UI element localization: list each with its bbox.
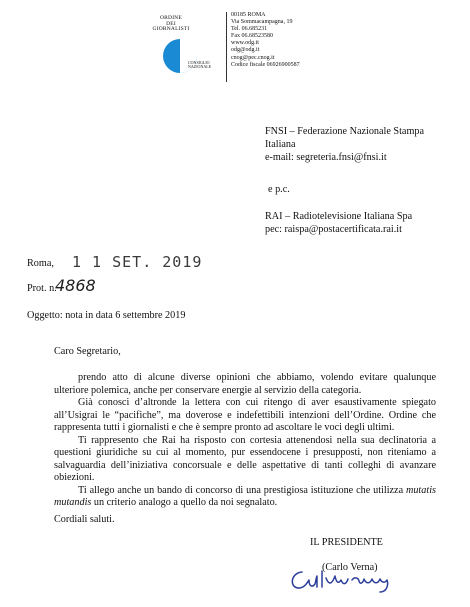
paragraph-4-end: un criterio analogo a quello da noi segnalato. — [91, 497, 278, 508]
org-name-line-2: DEI — [166, 20, 176, 27]
ordine-logo-icon — [150, 36, 206, 76]
rai-pec: pec: raispa@postacertificata.rai.it — [265, 224, 402, 235]
fnsi-email: e-mail: segreteria.fnsi@fnsi.it — [265, 152, 387, 163]
paragraph-1: prendo atto di alcune diverse opinioni che abbiamo, volendo evitare qualunque ulteriore polemica, anche per conservare energie al servizio della categoria. — [54, 372, 436, 396]
subject-line: Oggetto: nota in data 6 settembre 2019 — [27, 310, 186, 321]
paragraph-4-start: Ti allego anche un bando di concorso di una prestigiosa istituzione che utilizza — [78, 484, 406, 496]
protocol-number: 4868 — [55, 276, 96, 295]
contact-address: 00185 ROMA — [231, 12, 266, 18]
contact-fiscal-code: Codice fiscale 06926900587 — [231, 61, 300, 68]
organization-name — [136, 16, 206, 33]
paragraph-3: Ti rappresento che Rai ha risposto con cortesia attenendosi nella sua declinatoria a questioni giuridiche su cui al momento, pur essendocene i presupposti, non riteniamo a salvaguardia dell’iniziativa concorsuale e delle aspettative di tanti colleghi di avanzare obiezioni. — [54, 434, 436, 483]
place-label: Roma, — [27, 258, 54, 269]
contact-phone: Tel. 06.685231 — [231, 26, 268, 33]
letterhead-divider — [226, 12, 227, 82]
paragraph-4 — [54, 485, 436, 510]
fnsi-name-line-1: FNSI – Federazione Nazionale Stampa — [265, 126, 424, 137]
closing: Cordiali saluti. — [54, 514, 115, 525]
org-name-line-3: GIORNALISTI — [152, 26, 190, 33]
fnsi-name-line-2: Italiana — [265, 139, 296, 150]
consiglio-line-2: NAZIONALE — [188, 64, 212, 70]
paragraph-4-latin-phrase: mutatis mutandis — [54, 484, 436, 508]
recipient-fnsi — [265, 125, 424, 164]
contact-website: www.odg.it — [231, 40, 259, 47]
contact-fax: Fax 06.68523580 — [231, 33, 273, 40]
paragraph-2: Già conosci d’altronde la lettera con cui ritengo di aver esaustivamente spiegato all’Usigrai le “pacifiche”, ma doverose e indefettibili intenzioni dell’Ordine. Ordine che rappresenta tutti i giornalisti e che è sempre pronto ad ascoltare le voci degli ultimi. — [54, 397, 436, 433]
rai-name: RAI – Radiotelevisione Italiana Spa — [265, 211, 413, 222]
handwritten-signature — [288, 567, 408, 595]
signatory-name: (Carlo Verna) — [322, 562, 378, 573]
cc-label: e p.c. — [268, 184, 290, 195]
recipient-rai — [265, 210, 412, 236]
contact-street: Via Sommacampagna, 19 — [231, 19, 293, 26]
letter-body — [54, 372, 436, 510]
consiglio-nazionale-label — [188, 61, 211, 70]
contact-block — [231, 12, 300, 69]
contact-pec: cnog@pec.cnog.it — [231, 54, 275, 61]
consiglio-line-1: CONSIGLIO — [188, 60, 210, 65]
date-stamp: 1 1 SET. 2019 — [72, 253, 203, 271]
contact-email: odg@odg.it — [231, 47, 260, 54]
signatory-title: IL PRESIDENTE — [310, 537, 383, 548]
protocol-label: Prot. n. — [27, 283, 57, 294]
org-name-line-1: ORDINE — [160, 15, 182, 21]
salutation: Caro Segretario, — [54, 346, 121, 357]
